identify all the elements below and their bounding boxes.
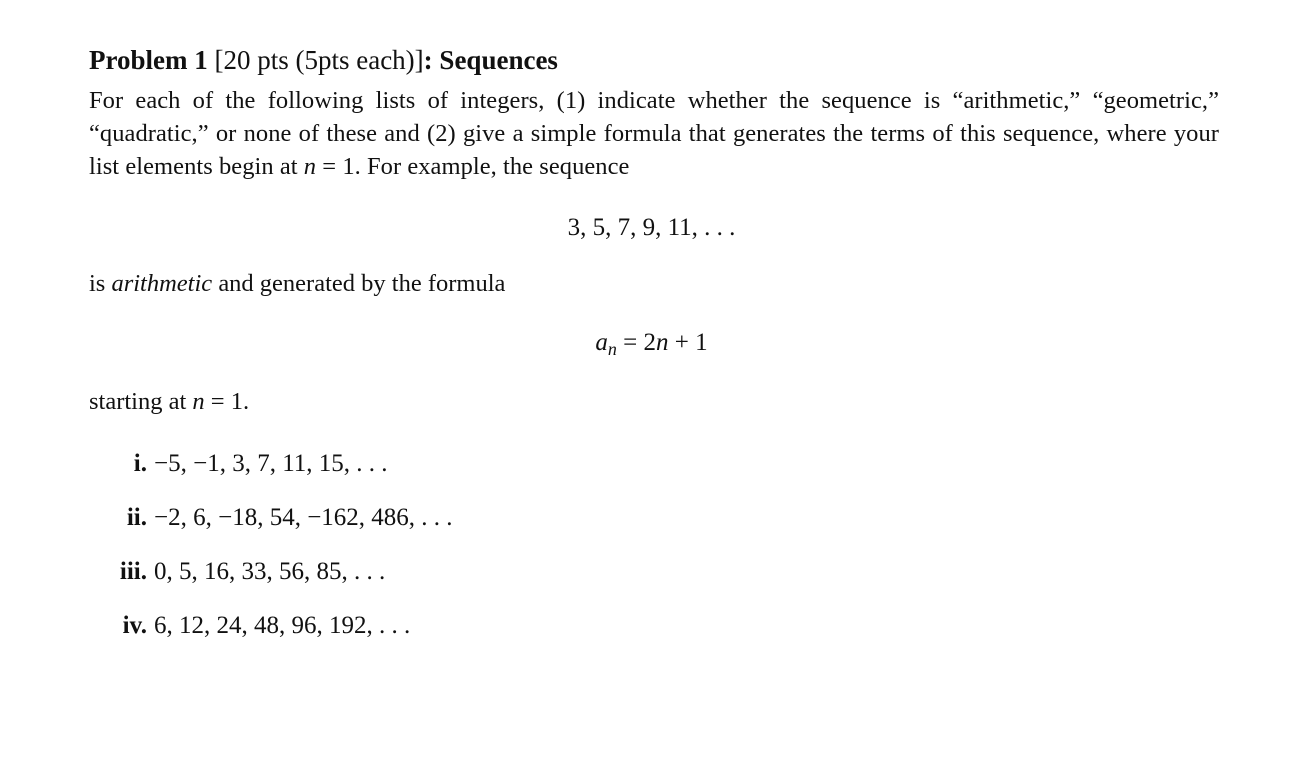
example-sequence: 3, 5, 7, 9, 11, . . . bbox=[567, 214, 736, 241]
problem-points: [20 pts (5pts each)] bbox=[214, 45, 424, 75]
list-item bbox=[89, 502, 453, 534]
start-prefix: starting at bbox=[89, 388, 193, 415]
problem-intro bbox=[89, 84, 1219, 183]
intro-eq: = 1. For example, the sequence bbox=[316, 153, 630, 180]
is-suffix: and generated by the formula bbox=[212, 270, 506, 297]
item-label: iii. bbox=[119, 558, 147, 585]
formula-var: n bbox=[656, 329, 669, 356]
list-item bbox=[89, 556, 385, 588]
item-sequence: 0, 5, 16, 33, 56, 85, . . . bbox=[154, 558, 386, 585]
item-label: ii. bbox=[126, 504, 147, 531]
example-description bbox=[89, 268, 505, 300]
item-label: i. bbox=[133, 450, 147, 477]
formula-sub: n bbox=[607, 339, 617, 360]
is-prefix: is bbox=[89, 270, 112, 297]
problem-heading bbox=[89, 42, 1219, 78]
item-sequence: −5, −1, 3, 7, 11, 15, . . . bbox=[154, 450, 388, 477]
is-word: arithmetic bbox=[111, 270, 213, 297]
start-suffix: = 1. bbox=[204, 388, 250, 415]
intro-var: n bbox=[303, 153, 317, 180]
formula-lhs: a bbox=[595, 329, 608, 356]
example-formula bbox=[89, 327, 1214, 365]
problem-document bbox=[89, 42, 1219, 639]
problem-number: Problem 1 bbox=[89, 45, 208, 75]
item-sequence: −2, 6, −18, 54, −162, 486, . . . bbox=[154, 504, 453, 531]
heading-colon: : bbox=[423, 45, 433, 75]
item-label: iv. bbox=[122, 612, 147, 639]
problem-topic: Sequences bbox=[439, 45, 558, 75]
intro-text: For each of the following lists of integers, (1) indicate whether the sequence is “arithmetic,” “geometric,” “quadratic,” or none of these and (2) give a simple formula that generates the terms of this sequence, where your list elements begin at bbox=[89, 87, 1219, 180]
list-item bbox=[89, 610, 410, 642]
item-sequence: 6, 12, 24, 48, 96, 192, . . . bbox=[154, 612, 411, 639]
starting-condition bbox=[89, 386, 249, 418]
list-item bbox=[89, 448, 388, 480]
formula-eq: = 2 bbox=[616, 329, 656, 356]
start-var: n bbox=[192, 388, 205, 415]
formula-tail: + 1 bbox=[668, 329, 708, 356]
